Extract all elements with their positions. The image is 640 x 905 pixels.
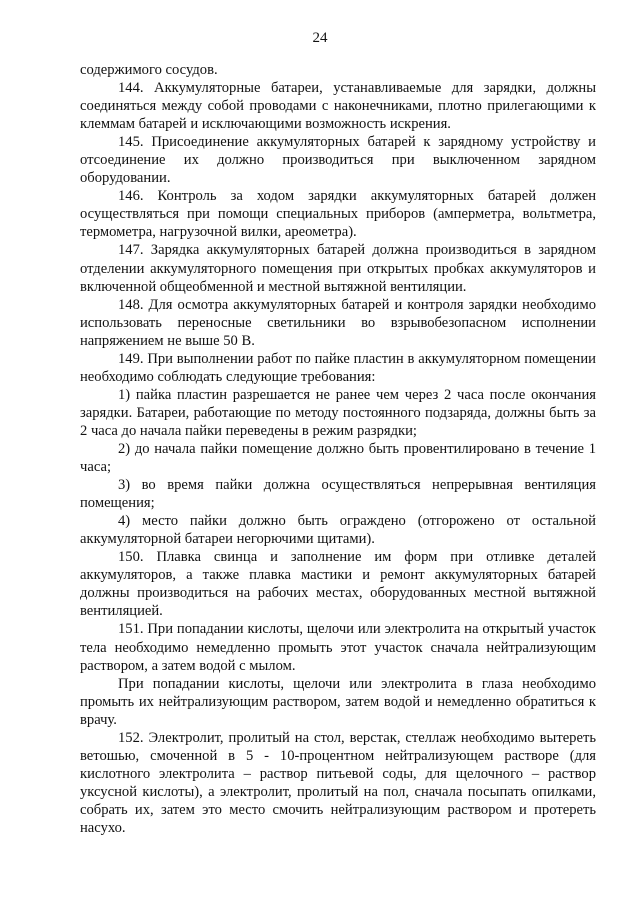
paragraph-144: 144. Аккумуляторные батареи, устанавливаемые для зарядки, должны соединяться между собой проводами с наконечниками, плотно прилегающими к клеммам батарей и исключающими возможность искрения. [80,80,596,133]
page-number: 24 [312,30,328,46]
paragraph-150: 150. Плавка свинца и заполнение им форм при отливке деталей аккумуляторов, а также плавка мастики и ремонт аккумуляторных батарей должны производиться на рабочих местах, оборудованных местной вытяжной вентиляцией. [80,549,596,620]
paragraph-148: 148. Для осмотра аккумуляторных батарей и контроля зарядки необходимо использовать переносные светильники во взрывобезопасном исполнении напряжением не выше 50 В. [80,296,596,349]
list-item-3: 3) во время пайки должна осуществляться непрерывная вентиляция помещения; [80,477,596,512]
paragraph-147: 147. Зарядка аккумуляторных батарей должна производиться в зарядном отделении аккумуляторного помещения при открытых пробках аккумуляторов и включенной общеобменной и местной вытяжной вентиляции. [80,242,596,295]
document-body [80,61,596,837]
paragraph-146: 146. Контроль за ходом зарядки аккумуляторных батарей должен осуществляться при помощи специальных приборов (амперметра, вольтметра, термометра, нагрузочной вилки, ареометра). [80,188,596,241]
paragraph-151-eyes: При попадании кислоты, щелочи или электролита в глаза необходимо промыть их нейтрализующим раствором, затем водой и немедленно обратиться к врачу. [80,675,596,728]
list-item-1: 1) пайка пластин разрешается не ранее чем через 2 часа после окончания зарядки. Батареи, работающие по методу постоянного подзаряда, должны быть за 2 часа до начала пайки переведены в режим разрядки; [80,386,596,439]
paragraph-continuation: содержимого сосудов. [80,62,218,78]
list-item-2: 2) до начала пайки помещение должно быть провентилировано в течение 1 часа; [80,440,596,476]
paragraph-152: 152. Электролит, пролитый на стол, верстак, стеллаж необходимо вытереть ветошью, смоченной в 5 - 10-процентном нейтрализующем растворе (для кислотного электролита – раствор питьевой соды, для щелочного – раствор уксусной кислоты), а электролит, пролитый на пол, сначала посыпать опилками, собрать их, затем это место смочить нейтрализующим раствором и протереть насухо. [80,729,596,836]
list-item-4: 4) место пайки должно быть ограждено (отгорожено от остальной аккумуляторной батареи негорючими щитами). [80,513,596,548]
paragraph-151: 151. При попадании кислоты, щелочи или электролита на открытый участок тела необходимо немедленно промыть этот участок сначала нейтрализующим раствором, а затем водой с мылом. [80,621,596,674]
paragraph-149: 149. При выполнении работ по пайке пластин в аккумуляторном помещении необходимо соблюдать следующие требования: [80,350,596,385]
paragraph-145: 145. Присоединение аккумуляторных батарей к зарядному устройству и отсоединение их должно производиться при выключенном зарядном оборудовании. [80,134,596,187]
